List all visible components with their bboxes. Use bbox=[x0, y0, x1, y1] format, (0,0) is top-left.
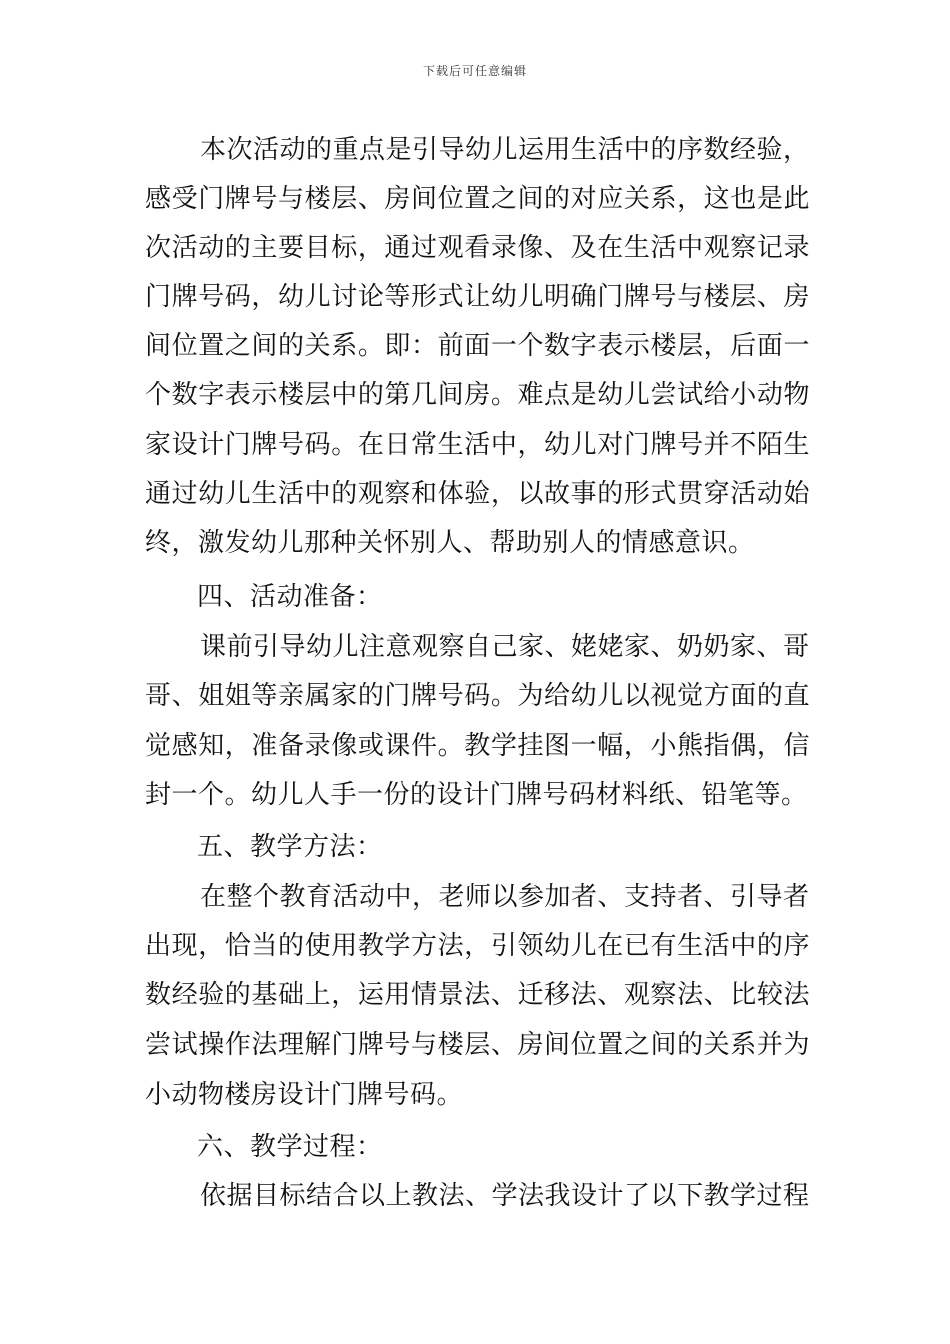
paragraph-line: 觉感知，准备录像或课件。教学挂图一幅，小熊指偶，信 bbox=[145, 731, 810, 761]
paragraph-line: 数经验的基础上，运用情景法、迁移法、观察法、比较法 bbox=[145, 980, 810, 1010]
paragraph-line: 个数字表示楼层中的第几间房。难点是幼儿尝试给小动物 bbox=[145, 380, 810, 410]
paragraph-line: 通过幼儿生活中的观察和体验，以故事的形式贯穿活动始 bbox=[145, 479, 810, 509]
paragraph-line: 小动物楼房设计门牌号码。 bbox=[145, 1080, 464, 1110]
paragraph-line: 尝试操作法理解门牌号与楼层、房间位置之间的关系并为 bbox=[145, 1030, 810, 1060]
paragraph-line: 家设计门牌号码。在日常生活中，幼儿对门牌号并不陌生 bbox=[145, 430, 810, 460]
paragraph-line: 终，激发幼儿那种关怀别人、帮助别人的情感意识。 bbox=[145, 528, 755, 558]
paragraph-line: 封一个。幼儿人手一份的设计门牌号码材料纸、铅笔等。 bbox=[145, 780, 808, 810]
section-heading: 六、教学过程： bbox=[197, 1132, 383, 1162]
section-heading: 五、教学方法： bbox=[197, 832, 383, 862]
paragraph-line: 间位置之间的关系。即：前面一个数字表示楼层，后面一 bbox=[145, 331, 810, 361]
section-heading: 四、活动准备： bbox=[197, 582, 383, 612]
paragraph-line: 出现，恰当的使用教学方法，引领幼儿在已有生活中的序 bbox=[145, 931, 810, 961]
paragraph-line: 课前引导幼儿注意观察自己家、姥姥家、奶奶家、哥 bbox=[200, 632, 810, 662]
paragraph-line: 门牌号码，幼儿讨论等形式让幼儿明确门牌号与楼层、房 bbox=[145, 282, 810, 312]
paragraph-line: 次活动的主要目标，通过观看录像、及在生活中观察记录 bbox=[145, 233, 810, 263]
paragraph-line: 感受门牌号与楼层、房间位置之间的对应关系，这也是此 bbox=[145, 184, 810, 214]
paragraph-line: 依据目标结合以上教法、学法我设计了以下教学过程 bbox=[200, 1181, 810, 1211]
paragraph-line: 在整个教育活动中，老师以参加者、支持者、引导者 bbox=[200, 882, 810, 912]
paragraph-line: 哥、姐姐等亲属家的门牌号码。为给幼儿以视觉方面的直 bbox=[145, 681, 810, 711]
paragraph-line: 本次活动的重点是引导幼儿运用生活中的序数经验， bbox=[200, 135, 810, 165]
page-header: 下载后可任意编辑 bbox=[422, 64, 527, 78]
